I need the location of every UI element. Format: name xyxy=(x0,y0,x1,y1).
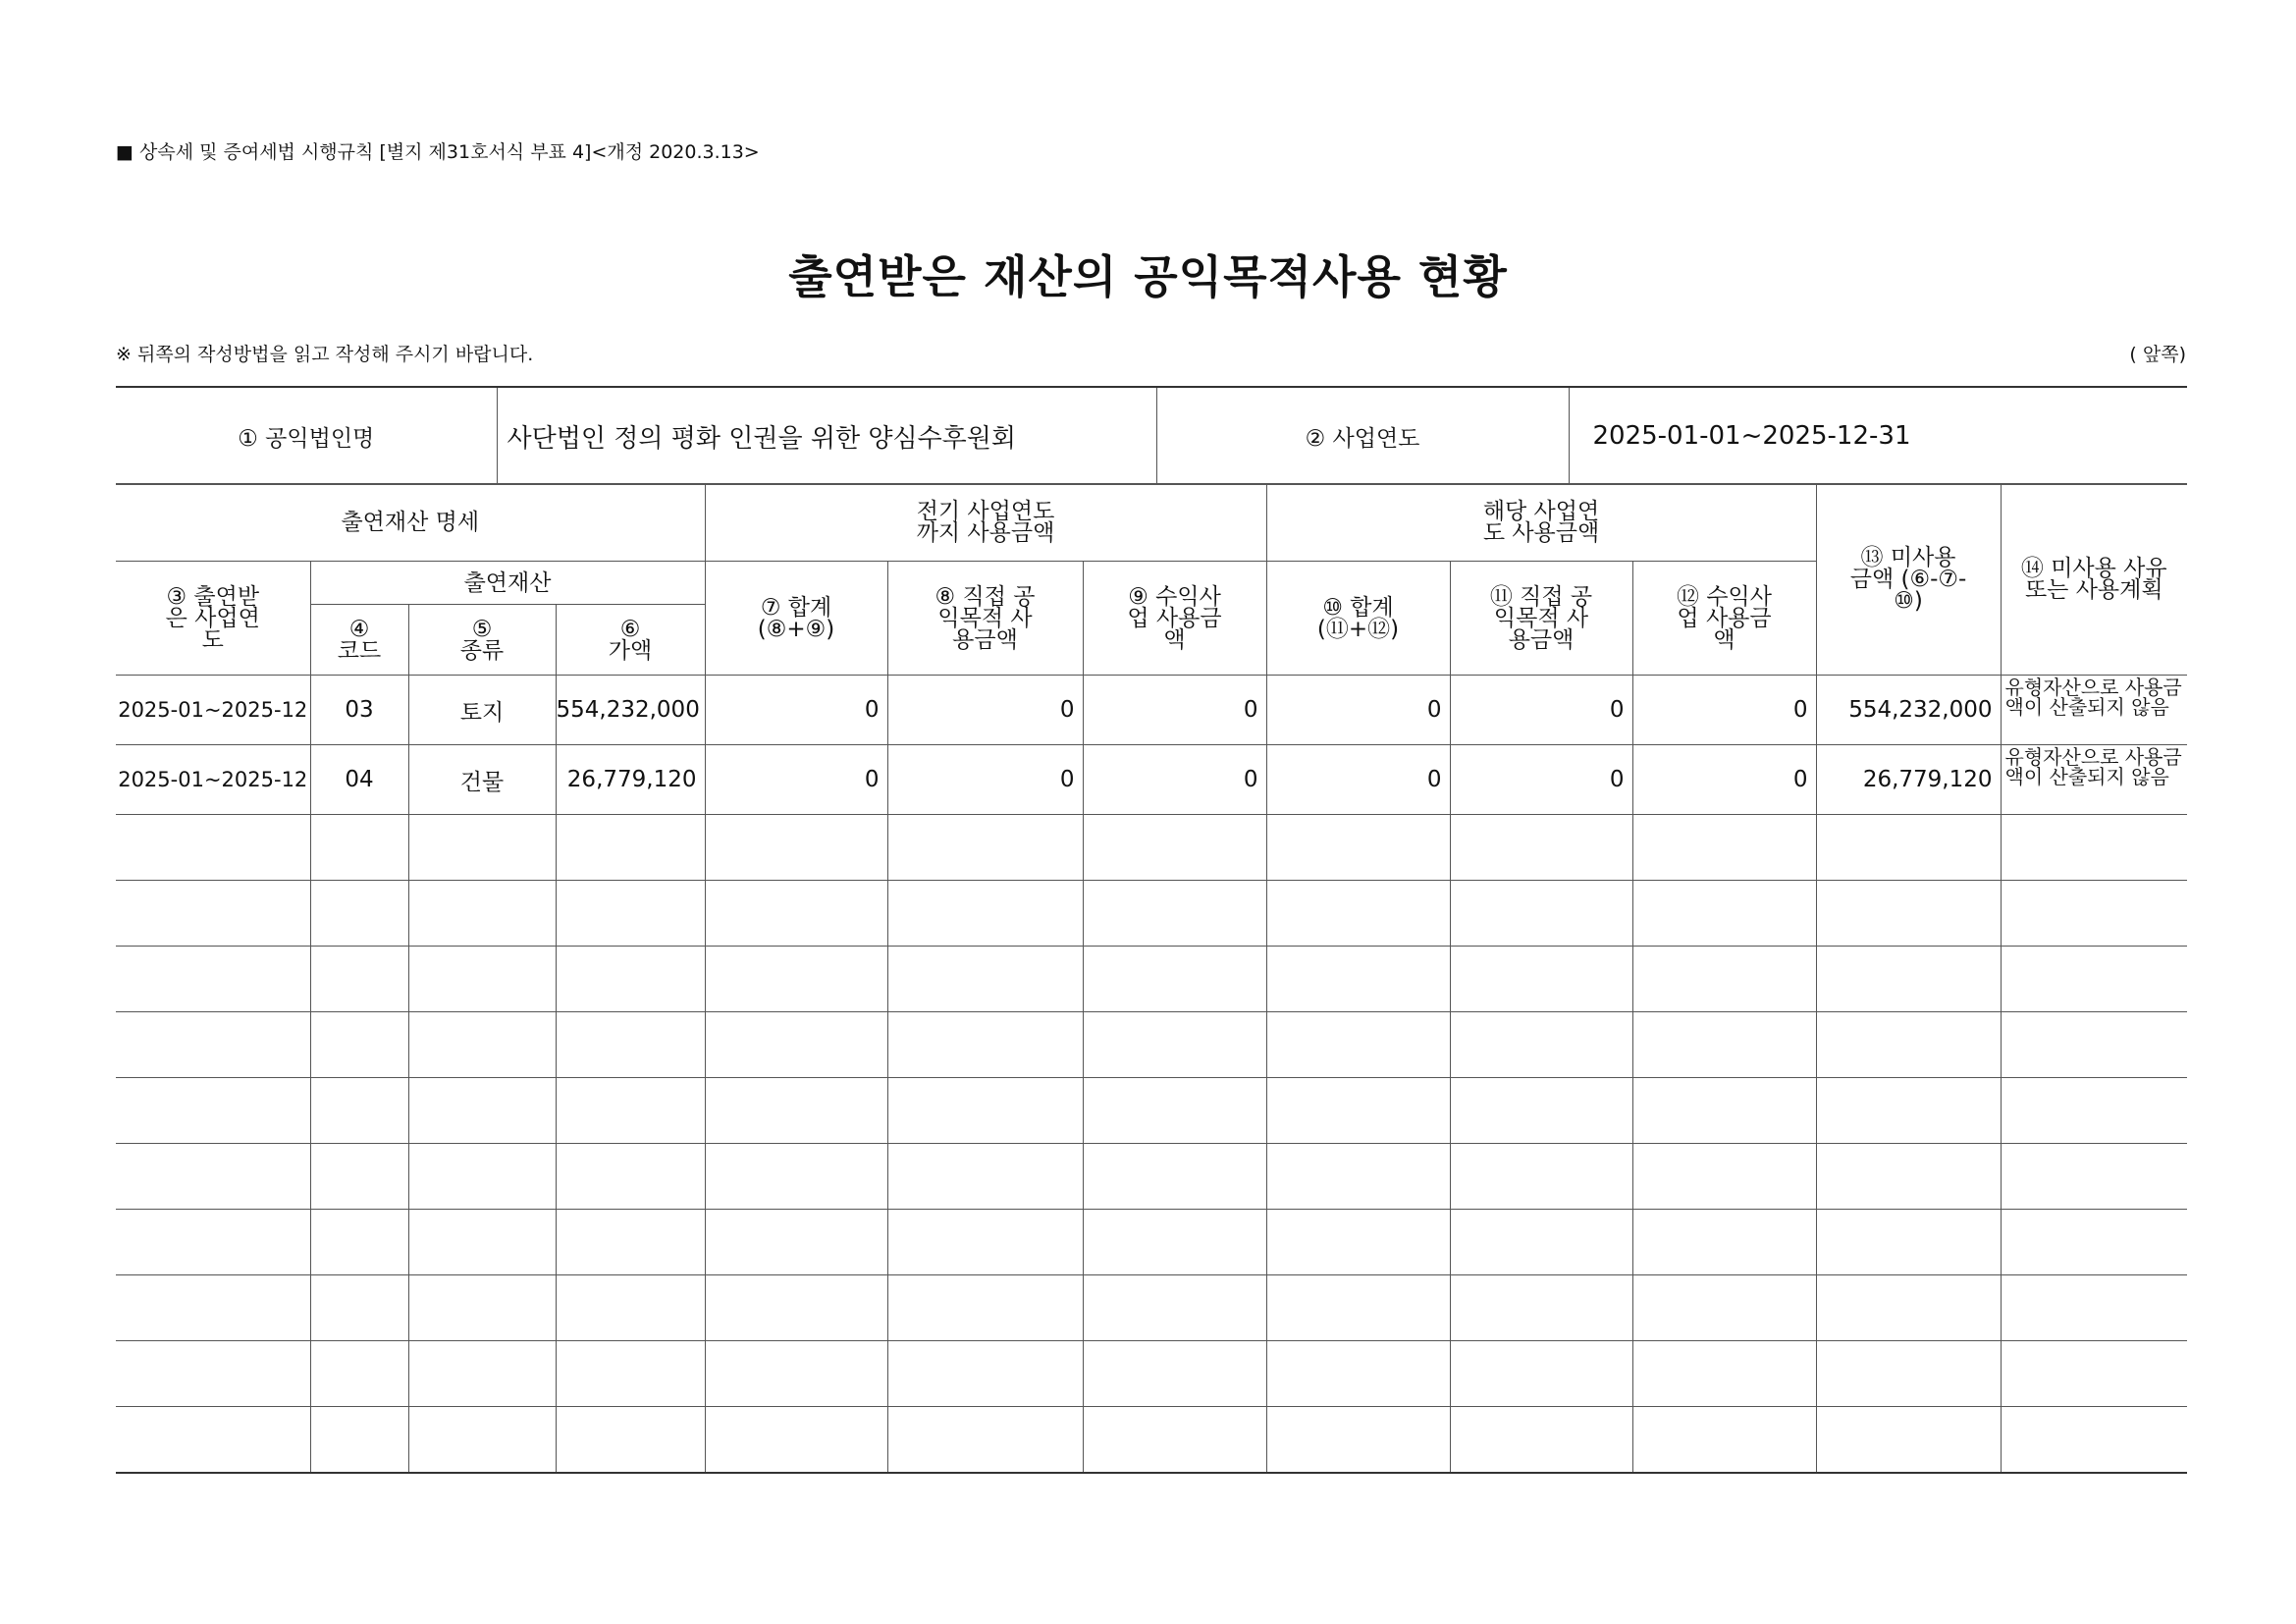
empty-cell xyxy=(556,1012,705,1078)
empty-cell xyxy=(1816,1341,2001,1407)
empty-cell xyxy=(1266,1012,1450,1078)
empty-cell xyxy=(887,1407,1083,1474)
empty-cell xyxy=(705,1275,887,1341)
empty-cell xyxy=(556,947,705,1012)
empty-cell xyxy=(556,1407,705,1474)
empty-cell xyxy=(1816,1144,2001,1210)
empty-cell xyxy=(887,1210,1083,1275)
empty-row xyxy=(116,1341,2187,1407)
empty-cell xyxy=(1083,1078,1266,1144)
empty-cell xyxy=(116,1407,310,1474)
form-reference: ■ 상속세 및 증여세법 시행규칙 [별지 제31호서식 부표 4]<개정 2020.3.13> xyxy=(116,141,760,163)
empty-cell xyxy=(1450,1012,1632,1078)
cell-received-year: 2025-01~2025-12 xyxy=(116,745,310,815)
empty-cell xyxy=(310,1210,408,1275)
empty-row xyxy=(116,1078,2187,1144)
empty-cell xyxy=(1266,1210,1450,1275)
header-value-text: ⑥ 가액 xyxy=(608,616,653,664)
cell-prev-direct: 0 xyxy=(887,676,1083,745)
header-unused-amount xyxy=(1816,484,2001,676)
empty-row xyxy=(116,1012,2187,1078)
empty-cell xyxy=(2001,1210,2187,1275)
empty-cell xyxy=(705,815,887,881)
empty-cell xyxy=(1816,1275,2001,1341)
page-side-label: ( 앞쪽) xyxy=(2129,344,2186,365)
header-prev-profit-text: ⑨ 수익사업 사용금액 xyxy=(1127,583,1222,653)
empty-cell xyxy=(116,1144,310,1210)
empty-cell xyxy=(408,1210,556,1275)
table-row xyxy=(116,745,2187,815)
empty-row xyxy=(116,1275,2187,1341)
empty-cell xyxy=(705,1210,887,1275)
header-prev-usage xyxy=(705,484,1266,562)
empty-row xyxy=(116,1210,2187,1275)
corp-name-value: 사단법인 정의 평화 인권을 위한 양심수후원회 xyxy=(497,387,1156,485)
asset-usage-table xyxy=(116,483,2187,1474)
empty-cell xyxy=(1450,881,1632,947)
empty-cell xyxy=(1083,881,1266,947)
empty-cell xyxy=(1450,1407,1632,1474)
empty-cell xyxy=(887,1144,1083,1210)
empty-cell xyxy=(887,1341,1083,1407)
header-code xyxy=(310,605,408,676)
empty-cell xyxy=(2001,815,2187,881)
info-table xyxy=(116,386,2187,485)
header-curr-direct-text: ⑪ 직접 공익목적 사용금액 xyxy=(1489,583,1593,653)
empty-cell xyxy=(1083,947,1266,1012)
cell-curr-total: 0 xyxy=(1266,745,1450,815)
cell-prev-profit: 0 xyxy=(1083,676,1266,745)
empty-cell xyxy=(1450,1275,1632,1341)
empty-cell xyxy=(1450,1078,1632,1144)
empty-cell xyxy=(556,815,705,881)
empty-cell xyxy=(408,1012,556,1078)
empty-cell xyxy=(556,881,705,947)
empty-cell xyxy=(1450,1210,1632,1275)
header-kind-text: ⑤ 종류 xyxy=(459,616,505,664)
empty-cell xyxy=(116,1341,310,1407)
empty-cell xyxy=(310,1012,408,1078)
empty-cell xyxy=(1266,1078,1450,1144)
empty-cell xyxy=(2001,1078,2187,1144)
header-prev-direct xyxy=(887,562,1083,676)
header-prev-total xyxy=(705,562,887,676)
empty-cell xyxy=(1266,1341,1450,1407)
empty-cell xyxy=(1816,1407,2001,1474)
corp-name-label: ① 공익법인명 xyxy=(116,387,497,485)
empty-cell xyxy=(887,1078,1083,1144)
empty-cell xyxy=(1083,1210,1266,1275)
empty-cell xyxy=(310,815,408,881)
empty-cell xyxy=(1816,815,2001,881)
empty-cell xyxy=(1266,1275,1450,1341)
fiscal-year-value: 2025-01-01~2025-12-31 xyxy=(1569,387,2187,485)
empty-cell xyxy=(310,1144,408,1210)
empty-cell xyxy=(408,815,556,881)
empty-cell xyxy=(1083,1275,1266,1341)
empty-cell xyxy=(1266,1144,1450,1210)
header-prev-usage-text: 전기 사업연도까지 사용금액 xyxy=(916,499,1055,546)
empty-cell xyxy=(1083,1144,1266,1210)
cell-unused-amount: 554,232,000 xyxy=(1816,676,2001,745)
empty-cell xyxy=(310,1078,408,1144)
empty-cell xyxy=(1266,1407,1450,1474)
header-received-year-text: ③ 출연받은 사업연도 xyxy=(165,583,260,653)
empty-cell xyxy=(1083,1407,1266,1474)
empty-cell xyxy=(1632,1341,1816,1407)
empty-cell xyxy=(310,881,408,947)
empty-cell xyxy=(556,1078,705,1144)
empty-cell xyxy=(887,947,1083,1012)
empty-cell xyxy=(556,1275,705,1341)
empty-cell xyxy=(1450,1144,1632,1210)
empty-cell xyxy=(1632,1210,1816,1275)
empty-cell xyxy=(1450,815,1632,881)
cell-curr-total: 0 xyxy=(1266,676,1450,745)
empty-cell xyxy=(2001,1012,2187,1078)
empty-cell xyxy=(2001,1407,2187,1474)
empty-row xyxy=(116,947,2187,1012)
empty-cell xyxy=(408,881,556,947)
empty-cell xyxy=(1632,1078,1816,1144)
empty-cell xyxy=(1632,1407,1816,1474)
empty-cell xyxy=(705,881,887,947)
empty-cell xyxy=(1816,1078,2001,1144)
empty-cell xyxy=(705,1407,887,1474)
fiscal-year-label: ② 사업연도 xyxy=(1156,387,1569,485)
empty-cell xyxy=(408,1144,556,1210)
cell-unused-amount: 26,779,120 xyxy=(1816,745,2001,815)
empty-cell xyxy=(408,1407,556,1474)
empty-cell xyxy=(408,1341,556,1407)
empty-cell xyxy=(887,1275,1083,1341)
cell-value: 554,232,000 xyxy=(556,676,705,745)
empty-row xyxy=(116,815,2187,881)
empty-cell xyxy=(556,1341,705,1407)
cell-unused-reason: 유형자산으로 사용금액이 산출되지 않음 xyxy=(2001,676,2187,745)
empty-cell xyxy=(310,1275,408,1341)
empty-cell xyxy=(1816,947,2001,1012)
empty-cell xyxy=(887,881,1083,947)
header-unused-reason-text: ⑭ 미사용 사유 또는 사용계획 xyxy=(2020,556,2167,603)
empty-cell xyxy=(1632,815,1816,881)
header-curr-usage xyxy=(1266,484,1816,562)
empty-cell xyxy=(1816,881,2001,947)
empty-cell xyxy=(1632,1012,1816,1078)
cell-curr-direct: 0 xyxy=(1450,745,1632,815)
header-value xyxy=(556,605,705,676)
empty-cell xyxy=(116,881,310,947)
cell-prev-profit: 0 xyxy=(1083,745,1266,815)
empty-cell xyxy=(2001,1275,2187,1341)
header-received-year xyxy=(116,562,310,676)
header-code-text: ④ 코드 xyxy=(337,616,382,664)
empty-row xyxy=(116,1407,2187,1474)
header-unused-amount-text: ⑬ 미사용 금액 (⑥-⑦-⑩) xyxy=(1849,545,1967,614)
empty-cell xyxy=(116,815,310,881)
empty-cell xyxy=(116,1012,310,1078)
cell-code: 04 xyxy=(310,745,408,815)
empty-cell xyxy=(1083,1012,1266,1078)
table-row xyxy=(116,676,2187,745)
empty-cell xyxy=(116,1275,310,1341)
empty-cell xyxy=(1083,1341,1266,1407)
empty-cell xyxy=(887,1012,1083,1078)
empty-cell xyxy=(1632,881,1816,947)
empty-cell xyxy=(2001,947,2187,1012)
empty-cell xyxy=(1632,1144,1816,1210)
header-prev-direct-text: ⑧ 직접 공익목적 사용금액 xyxy=(934,583,1036,653)
empty-cell xyxy=(1450,1341,1632,1407)
empty-cell xyxy=(1266,881,1450,947)
empty-cell xyxy=(116,1210,310,1275)
page-title: 출연받은 재산의 공익목적사용 현황 xyxy=(788,250,1508,303)
cell-prev-direct: 0 xyxy=(887,745,1083,815)
cell-code: 03 xyxy=(310,676,408,745)
empty-cell xyxy=(887,815,1083,881)
empty-cell xyxy=(1816,1012,2001,1078)
header-unused-reason xyxy=(2001,484,2187,676)
cell-curr-profit: 0 xyxy=(1632,676,1816,745)
empty-cell xyxy=(705,1144,887,1210)
cell-prev-total: 0 xyxy=(705,745,887,815)
empty-cell xyxy=(705,1012,887,1078)
empty-cell xyxy=(116,947,310,1012)
cell-curr-direct: 0 xyxy=(1450,676,1632,745)
empty-cell xyxy=(310,1407,408,1474)
empty-cell xyxy=(310,1341,408,1407)
header-kind xyxy=(408,605,556,676)
empty-cell xyxy=(408,1078,556,1144)
empty-cell xyxy=(1816,1210,2001,1275)
header-curr-profit xyxy=(1632,562,1816,676)
cell-curr-profit: 0 xyxy=(1632,745,1816,815)
empty-cell xyxy=(310,947,408,1012)
header-curr-direct xyxy=(1450,562,1632,676)
empty-row xyxy=(116,881,2187,947)
empty-cell xyxy=(556,1210,705,1275)
header-prev-profit xyxy=(1083,562,1266,676)
empty-cell xyxy=(705,1341,887,1407)
empty-cell xyxy=(1266,947,1450,1012)
empty-cell xyxy=(1266,815,1450,881)
empty-cell xyxy=(1632,1275,1816,1341)
empty-cell xyxy=(705,1078,887,1144)
header-curr-usage-text: 해당 사업연도 사용금액 xyxy=(1482,499,1600,546)
cell-kind: 토지 xyxy=(408,676,556,745)
header-contributed-asset: 출연재산 xyxy=(310,562,705,605)
empty-cell xyxy=(1632,947,1816,1012)
empty-cell xyxy=(2001,1341,2187,1407)
cell-unused-reason: 유형자산으로 사용금액이 산출되지 않음 xyxy=(2001,745,2187,815)
header-curr-total-text: ⑩ 합계 (⑪+⑫) xyxy=(1316,594,1400,642)
empty-cell xyxy=(408,1275,556,1341)
header-asset-details: 출연재산 명세 xyxy=(116,484,705,562)
empty-cell xyxy=(116,1078,310,1144)
empty-cell xyxy=(408,947,556,1012)
empty-cell xyxy=(2001,1144,2187,1210)
instruction-note: ※ 뒤쪽의 작성방법을 읽고 작성해 주시기 바랍니다. xyxy=(116,344,534,365)
header-curr-profit-text: ⑫ 수익사업 사용금액 xyxy=(1677,583,1772,653)
cell-value: 26,779,120 xyxy=(556,745,705,815)
header-prev-total-text: ⑦ 합계 (⑧+⑨) xyxy=(757,594,835,642)
cell-prev-total: 0 xyxy=(705,676,887,745)
header-curr-total xyxy=(1266,562,1450,676)
empty-cell xyxy=(705,947,887,1012)
empty-cell xyxy=(1450,947,1632,1012)
empty-cell xyxy=(556,1144,705,1210)
empty-row xyxy=(116,1144,2187,1210)
empty-cell xyxy=(2001,881,2187,947)
empty-cell xyxy=(1083,815,1266,881)
cell-received-year: 2025-01~2025-12 xyxy=(116,676,310,745)
cell-kind: 건물 xyxy=(408,745,556,815)
